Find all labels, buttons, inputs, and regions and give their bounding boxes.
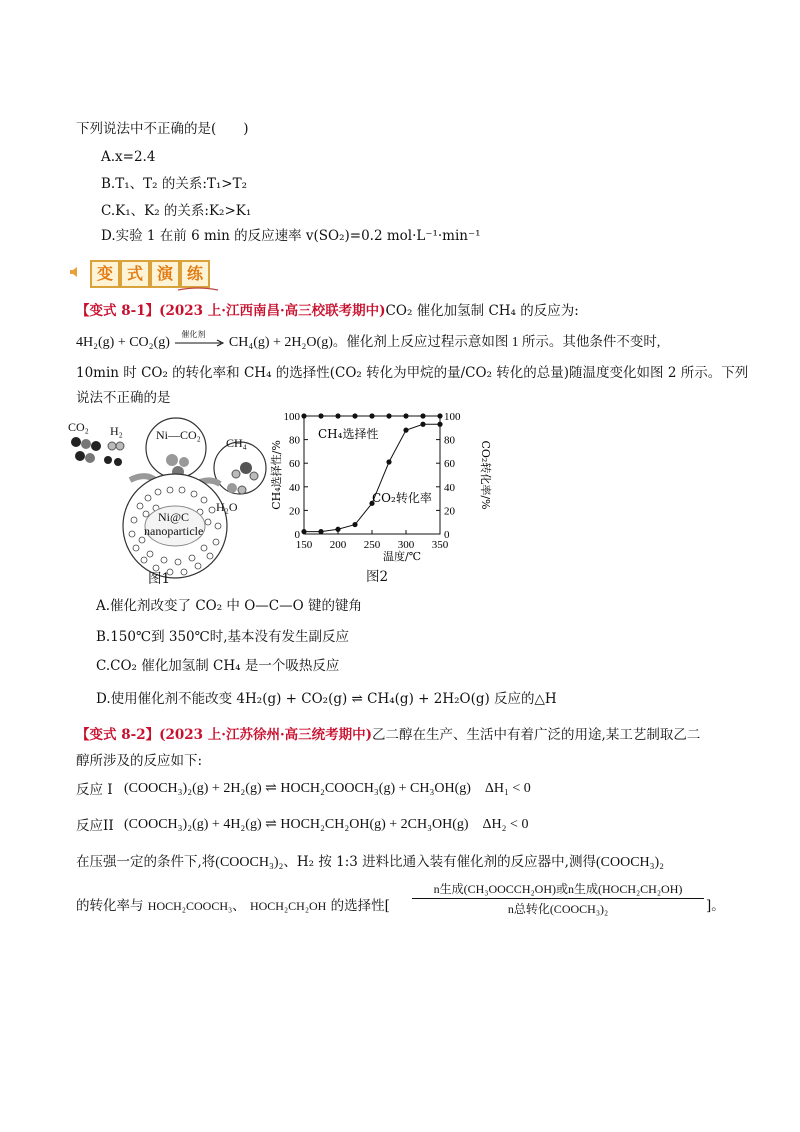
option-8-1-c: C.CO₂ 催化加氢制 CH₄ 是一个吸热反应 [96, 658, 340, 674]
y-tick-label: 40 [289, 481, 300, 494]
option-b: B.T₁、T₂ 的关系:T₁>T₂ [101, 176, 248, 192]
line-6-c: 、 [232, 898, 246, 914]
series-label-co2: CO₂转化率 [372, 491, 432, 505]
label-nanoparticle: nanoparticle [144, 524, 204, 538]
eq-tail: 。催化剂上反应过程示意如图 1 所示。其他条件不变时, [332, 334, 661, 349]
data-point [335, 527, 340, 532]
variant-tag-8-1: 【变式 8-1】 [76, 303, 160, 319]
paragraph-line-3: 10min 时 CO₂ 的转化率和 CH₄ 的选择性(CO₂ 转化为甲烷的量/CO₂ 转化的总量)随温度变化如图 2 所示。下列 [76, 365, 749, 381]
line-5-a: 在压强一定的条件下,将 [76, 854, 216, 870]
reaction-equation-8-1 [76, 329, 661, 352]
line-6-a: 的转化率与 [76, 898, 144, 914]
option-a: A.x=2.4 [101, 149, 156, 165]
line-6-d: HOCH₂CH₂OH [249, 899, 327, 913]
y-tick-label: 100 [283, 411, 300, 423]
x-tick-label: 150 [295, 539, 313, 551]
y2-tick-label: 60 [444, 458, 455, 471]
banner-char-3: 演 [150, 260, 180, 288]
variant-source-8-2: (2023 上·江苏徐州·高三统考期中) [159, 727, 373, 743]
variant-8-2-line-2: 醇所涉及的反应如下: [76, 753, 203, 769]
data-point [403, 413, 408, 418]
option-8-1-a: A.催化剂改变了 CO₂ 中 O—C—O 键的键角 [96, 598, 362, 614]
eq-left: 4H₂(g) + CO₂(g) [76, 335, 170, 350]
x-tick-label: 250 [363, 539, 381, 551]
option-8-1-b: B.150℃到 350℃时,基本没有发生副反应 [96, 629, 350, 645]
y2-tick-label: 20 [444, 505, 455, 518]
x-tick-label: 300 [397, 539, 415, 551]
option-8-1-d: D.使用催化剂不能改变 4H₂(g) + CO₂(g) ⇌ CH₄(g) + 2H₂O(g) 反应的△H [96, 691, 557, 707]
data-point [318, 529, 323, 534]
section-banner [68, 258, 218, 288]
fraction-bar [412, 898, 704, 899]
figure-2 [268, 406, 508, 586]
data-point [352, 413, 357, 418]
label-h2o: H₂O [216, 500, 238, 514]
y-tick-label: 20 [289, 505, 300, 518]
y2-tick-label: 80 [444, 434, 455, 447]
banner-underline [178, 286, 218, 292]
data-point [420, 422, 425, 427]
x-tick-label: 200 [329, 539, 347, 551]
label-ch4: CH₄ [226, 436, 247, 450]
y-tick-label: 0 [294, 529, 300, 541]
y-axis-label: CH₄选择性/% [270, 440, 283, 510]
fraction-numerator: n生成(CH₃OOCCH₂OH)或n生成(HOCH₂CH₂OH) [433, 882, 683, 896]
line-5-d: (COOCH₃)₂ [595, 855, 665, 870]
data-point [403, 428, 408, 433]
data-point [420, 413, 425, 418]
banner-char-4: 练 [180, 260, 210, 288]
eq-catalyst: 催化剂 [181, 329, 206, 339]
data-point [301, 529, 306, 534]
data-point [437, 413, 442, 418]
selectivity-fraction [412, 880, 704, 917]
reaction-2-label: 反应II [76, 818, 114, 834]
paragraph-line-4: 说法不正确的是 [76, 390, 171, 406]
y2-tick-label: 0 [444, 529, 450, 541]
line-6-b: HOCH₂COOCH₃ [147, 899, 233, 913]
variant-lead-8-2: 乙二醇在生产、生活中有着广泛的用途,某工艺制取乙二 [372, 727, 701, 743]
x-axis-label: 温度/℃ [382, 550, 422, 563]
variant-tag-8-2: 【变式 8-2】 [76, 727, 160, 743]
speaker-icon [68, 264, 82, 278]
y2-axis-label: CO₂转化率/% [479, 440, 492, 510]
label-co2: CO₂ [68, 420, 89, 434]
y2-tick-label: 40 [444, 481, 455, 494]
eq-right: CH₄(g) + 2H₂O(g) [228, 335, 333, 350]
y-tick-label: 60 [289, 458, 300, 471]
reaction-1-equation: (COOCH₃)₂(g) + 2H₂(g) ⇌ HOCH₂COOCH₃(g) + CH₃OH(g) ΔH₁ < 0 [124, 781, 531, 796]
data-point [301, 413, 306, 418]
reaction-1-label: 反应 I [76, 782, 113, 798]
line-6-end: ]。 [706, 898, 725, 914]
line-5-c: 、H₂ 按 1:3 进料比通入装有催化剂的反应器中,测得 [283, 854, 596, 870]
line-6-e: 的选择性[ [330, 898, 390, 914]
data-point [352, 522, 357, 527]
data-point [369, 413, 374, 418]
banner-char-1: 变 [90, 260, 120, 288]
y-tick-label: 80 [289, 434, 300, 447]
data-point [437, 422, 442, 427]
reaction-2-equation: (COOCH₃)₂(g) + 4H₂(g) ⇌ HOCH₂CH₂OH(g) + 2CH₃OH(g) ΔH₂ < 0 [124, 817, 529, 832]
option-d: D.实验 1 在前 6 min 的反应速率 v(SO₂)=0.2 mol·L⁻¹·min⁻¹ [101, 228, 481, 244]
series-label-ch4: CH₄选择性 [318, 427, 379, 441]
variant-source-8-1: (2023 上·江西南昌·高三校联考期中) [159, 303, 386, 319]
question-stem: 下列说法中不正确的是( ) [76, 121, 249, 137]
line-5-b: (COOCH₃)₂ [215, 855, 284, 870]
figure-1-caption: 图1 [148, 571, 171, 587]
banner-char-2: 式 [120, 260, 150, 288]
x-tick-label: 350 [431, 539, 449, 551]
data-point [386, 459, 391, 464]
figure-2-caption: 图2 [366, 569, 389, 585]
data-point [318, 413, 323, 418]
label-h2: H₂ [110, 424, 123, 438]
label-ni-co2: Ni—CO₂ [156, 428, 201, 442]
eq-arrow [173, 329, 225, 351]
variant-lead-8-1: CO₂ 催化加氢制 CH₄ 的反应为: [385, 303, 579, 319]
y2-tick-label: 100 [444, 411, 461, 423]
option-c: C.K₁、K₂ 的关系:K₂>K₁ [101, 203, 252, 219]
data-point [335, 413, 340, 418]
figure-1 [60, 410, 270, 590]
data-point [386, 413, 391, 418]
selectivity-conversion-chart [268, 406, 508, 574]
fraction-denominator: n总转化(COOCH₃)₂ [507, 902, 609, 916]
label-ni-c: Ni@C [158, 510, 190, 524]
